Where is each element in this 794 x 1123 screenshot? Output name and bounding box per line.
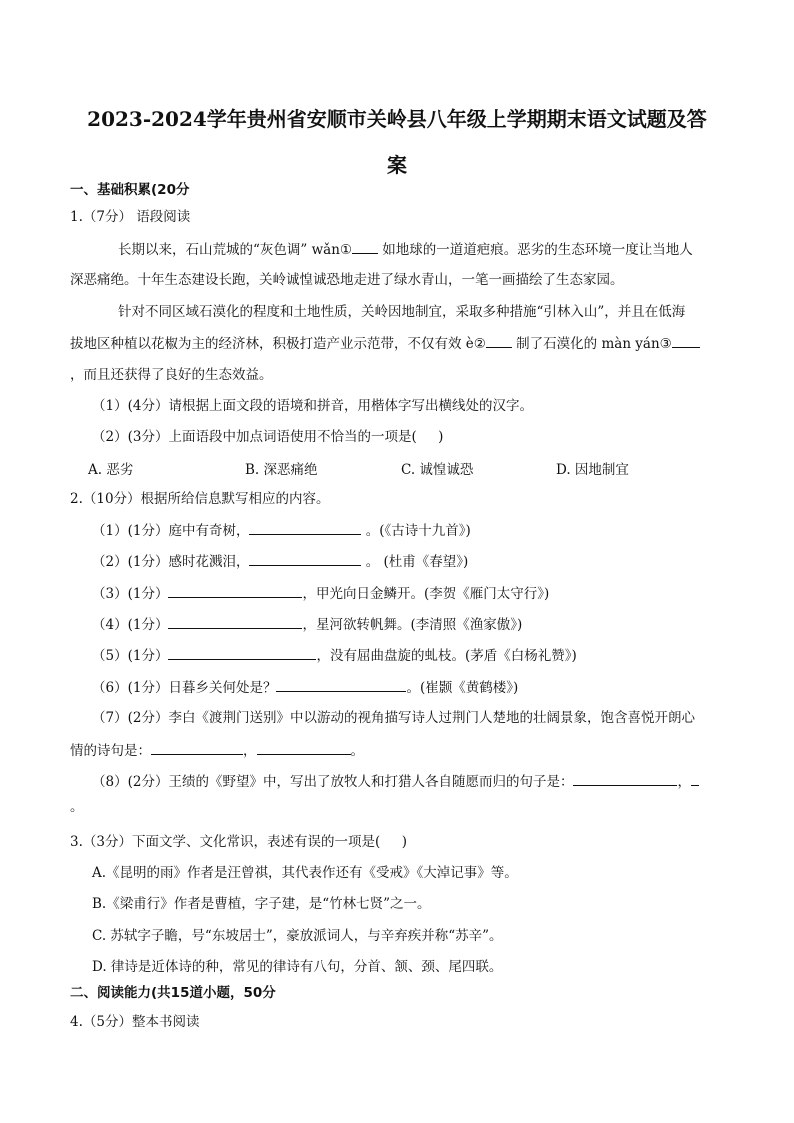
title-line-1: 2023-2024学年贵州省安顺市关岭县八年级上学期期末语文试题及答 xyxy=(87,107,707,131)
q1-paragraph-2-line-2: 拔地区种植以花椒为主的经济林，积极打造产业示范带，不仅有效 è② 制了石漠化的 màn yán③ xyxy=(70,333,700,354)
q1-option-a[interactable]: A. 恶劣 xyxy=(88,462,134,478)
blank-1[interactable] xyxy=(352,239,378,254)
q2-item-8-line-2: 。 xyxy=(70,799,84,815)
q2-item-3: （3）(1分） ，甲光向日金鳞开。(李贺《雁门太守行》) xyxy=(92,583,549,604)
q1-paragraph-1-line-2: 深恶痛绝。十年生态建设长跑，关岭诚惶诚恐地走进了绿水青山，一笔一画描绘了生态家园。 xyxy=(70,272,624,288)
fill-blank[interactable] xyxy=(691,771,699,786)
document-title xyxy=(60,96,734,188)
fill-blank[interactable] xyxy=(168,583,302,598)
q4-heading: 4.（5分）整本书阅读 xyxy=(70,1014,200,1030)
fill-blank[interactable] xyxy=(276,677,406,692)
q1-options xyxy=(0,458,794,478)
q2-item-7-line-2: 情的诗句是： ， 。 xyxy=(70,740,364,761)
blank-3[interactable] xyxy=(672,333,700,348)
q2-item-2: （2）(1分）感时花溅泪， 。 (杜甫《春望》) xyxy=(92,551,468,572)
section-heading-2: 二、阅读能力(共15道小题，50分 xyxy=(70,985,276,1001)
fill-blank[interactable] xyxy=(168,645,316,660)
q2-item-6: （6）(1分）日暮乡关何处是？ 。(崔颢《黄鹤楼》) xyxy=(92,677,518,698)
q3-option-d[interactable]: D. 律诗是近体诗的种，常见的律诗有八句，分首、颔、颈、尾四联。 xyxy=(92,959,503,975)
q1-option-c[interactable]: C. 诚惶诚恐 xyxy=(401,462,474,478)
q3-option-a[interactable]: A.《昆明的雨》作者是汪曾祺，其代表作还有《受戒》《大淖记事》等。 xyxy=(92,865,518,881)
fill-blank[interactable] xyxy=(151,740,243,755)
fill-blank[interactable] xyxy=(249,520,361,535)
fill-blank[interactable] xyxy=(168,614,302,629)
q2-item-1: （1）(1分）庭中有奇树， 。(《古诗十九首》) xyxy=(92,520,471,541)
q1-paragraph-1-line-1: 长期以来，石山荒城的“灰色调” wǎn① 如地球的一道道疤痕。恶劣的生态环境一度让当地人 xyxy=(118,239,693,260)
q2-item-5: （5）(1分） ，没有屈曲盘旋的虬枝。(茅盾《白杨礼赞》) xyxy=(92,645,577,666)
q1-paragraph-2-line-1: 针对不同区域石漠化的程度和土地性质，关岭因地制宜，采取多种措施“引林入山”，并且在低海 xyxy=(118,304,686,320)
q2-item-7-line-1: （7）(2分）李白《渡荆门送别》中以游动的视角描写诗人过荆门人楚地的壮阔景象，饱含喜悦开朗心 xyxy=(92,710,695,726)
title-line-2: 案 xyxy=(387,153,407,177)
q3-option-b[interactable]: B.《梁甫行》作者是曹植，字子建，是“竹林七贤”之一。 xyxy=(92,896,431,912)
section-heading-1: 一、基础积累(20分 xyxy=(70,182,190,198)
q3-option-c[interactable]: C. 苏轼字子瞻，号“东坡居士”，豪放派词人，与辛弃疾并称“苏辛”。 xyxy=(92,928,503,944)
q2-item-8-line-1: （8）(2分）王绩的《野望》中，写出了放牧人和打猎人各自随愿而归的句子是： ， xyxy=(92,771,699,792)
q2-heading: 2.（10分）根据所给信息默写相应的内容。 xyxy=(70,491,330,507)
fill-blank[interactable] xyxy=(249,551,361,566)
q1-option-b[interactable]: B. 深恶痛绝 xyxy=(245,462,318,478)
q1-sub-question-2: （2）(3分）上面语段中加点词语使用不恰当的一项是( ) xyxy=(92,429,444,445)
q2-item-4: （4）(1分） ，星河欲转帆舞。(李清照《渔家傲》) xyxy=(92,614,522,635)
q1-option-d[interactable]: D. 因地制宜 xyxy=(556,462,629,478)
q1-paragraph-2-line-3: ，而且还获得了良好的生态效益。 xyxy=(70,367,273,383)
q1-sub-question-1: （1）(4分）请根据上面文段的语境和拼音，用楷体字写出横线处的汉字。 xyxy=(92,398,533,414)
fill-blank[interactable] xyxy=(257,740,351,755)
q1-heading: 1.（7分） 语段阅读 xyxy=(70,209,191,225)
blank-2[interactable] xyxy=(486,333,512,348)
fill-blank[interactable] xyxy=(573,771,677,786)
q3-heading: 3.（3分）下面文学、文化常识，表述有误的一项是( ) xyxy=(70,834,407,850)
